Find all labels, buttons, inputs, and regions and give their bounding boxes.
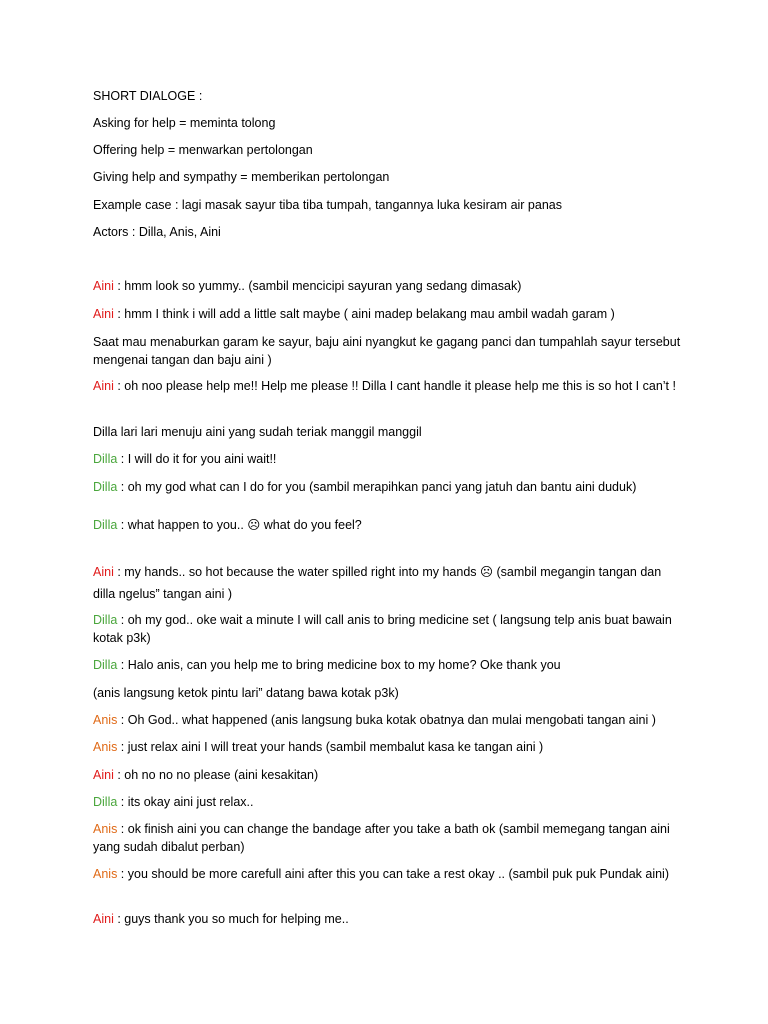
dialogue-text: : Halo anis, can you help me to bring medicine box to my home? Oke thank you bbox=[117, 658, 561, 672]
dialogue-text: : oh my god what can I do for you (sambil merapihkan panci yang jatuh dan bantu aini duduk) bbox=[117, 480, 637, 494]
dialogue-text: Saat mau menaburkan garam ke sayur, baju aini nyangkut ke gagang panci dan tumpahlah sayur tersebut mengenai tangan dan baju aini ) bbox=[93, 335, 681, 367]
dialogue-text: : just relax aini I will treat your hands (sambil membalut kasa ke tangan aini ) bbox=[117, 740, 544, 754]
document-title: SHORT DIALOGE : bbox=[93, 89, 203, 103]
dialogue-text: : what happen to you.. ☹ what do you feel? bbox=[117, 518, 362, 532]
dialogue-text: Dilla lari lari menuju aini yang sudah teriak manggil manggil bbox=[93, 425, 422, 439]
dialogue-text: : its okay aini just relax.. bbox=[117, 795, 254, 809]
dialogue-line bbox=[93, 561, 683, 605]
dialogue-line bbox=[93, 450, 683, 468]
speaker-name: Dilla bbox=[93, 795, 118, 809]
speaker-name: Aini bbox=[93, 379, 114, 393]
speaker-name: Dilla bbox=[93, 452, 118, 466]
dialogue-line bbox=[93, 611, 683, 647]
dialogue-line bbox=[93, 820, 683, 856]
dialogue-line bbox=[93, 277, 683, 295]
speaker-name: Aini bbox=[93, 307, 114, 321]
dialogue-line bbox=[93, 910, 683, 928]
speaker-name: Dilla bbox=[93, 658, 118, 672]
dialogue-text: (anis langsung ketok pintu lari” datang bawa kotak p3k) bbox=[93, 686, 399, 700]
dialogue-text: : I will do it for you aini wait!! bbox=[117, 452, 277, 466]
dialogue-text: : Oh God.. what happened (anis langsung buka kotak obatnya dan mulai mengobati tangan aini ) bbox=[117, 713, 656, 727]
dialogue-line bbox=[93, 793, 683, 811]
dialogue-line bbox=[93, 377, 683, 395]
speaker-name: Aini bbox=[93, 768, 114, 782]
dialogue-line bbox=[93, 305, 683, 323]
dialogue-line bbox=[93, 656, 683, 674]
speaker-name: Dilla bbox=[93, 480, 118, 494]
speaker-name: Aini bbox=[93, 565, 114, 579]
dialogue-text: : guys thank you so much for helping me.. bbox=[113, 912, 349, 926]
speaker-name: Aini bbox=[93, 912, 114, 926]
dialogue-line bbox=[93, 478, 683, 496]
giving-help-definition: Giving help and sympathy = memberikan pertolongan bbox=[93, 170, 390, 184]
dialogue-text: : ok finish aini you can change the bandage after you take a bath ok (sambil memegang tangan aini yang sudah dibalut perban) bbox=[93, 822, 670, 854]
speaker-name: Aini bbox=[93, 279, 114, 293]
dialogue-text: : hmm look so yummy.. (sambil mencicipi sayuran yang sedang dimasak) bbox=[113, 279, 522, 293]
asking-help-definition: Asking for help = meminta tolong bbox=[93, 116, 276, 130]
narration-line bbox=[93, 684, 683, 702]
dialogue-line bbox=[93, 738, 683, 756]
example-case: Example case : lagi masak sayur tiba tiba tumpah, tangannya luka kesiram air panas bbox=[93, 198, 562, 212]
speaker-name: Anis bbox=[93, 740, 118, 754]
speaker-name: Anis bbox=[93, 713, 118, 727]
dialogue-line bbox=[93, 516, 683, 534]
actors-list: Actors : Dilla, Anis, Aini bbox=[93, 225, 221, 239]
dialogue-text: : my hands.. so hot because the water spilled right into my hands ☹ (sambil megangin tangan dan dilla ngelus” tangan aini ) bbox=[93, 565, 662, 601]
dialogue-text: : hmm I think i will add a little salt maybe ( aini madep belakang mau ambil wadah garam ) bbox=[113, 307, 615, 321]
speaker-name: Anis bbox=[93, 867, 118, 881]
speaker-name: Dilla bbox=[93, 518, 118, 532]
offering-help-definition: Offering help = menwarkan pertolongan bbox=[93, 143, 313, 157]
dialogue-line bbox=[93, 711, 683, 729]
dialogue-text: : oh no no no please (aini kesakitan) bbox=[113, 768, 319, 782]
dialogue-text: : oh noo please help me!! Help me please !! Dilla I cant handle it please help me this is so hot I can’t ! bbox=[113, 379, 676, 393]
dialogue-text: : oh my god.. oke wait a minute I will call anis to bring medicine set ( langsung telp anis buat bawain kotak p3k) bbox=[93, 613, 672, 645]
narration-line bbox=[93, 423, 683, 441]
dialogue-line bbox=[93, 865, 683, 883]
narration-line bbox=[93, 333, 683, 369]
dialogue-text: : you should be more carefull aini after this you can take a rest okay .. (sambil puk puk Pundak aini) bbox=[117, 867, 670, 881]
speaker-name: Dilla bbox=[93, 613, 118, 627]
dialogue-line bbox=[93, 766, 683, 784]
speaker-name: Anis bbox=[93, 822, 118, 836]
